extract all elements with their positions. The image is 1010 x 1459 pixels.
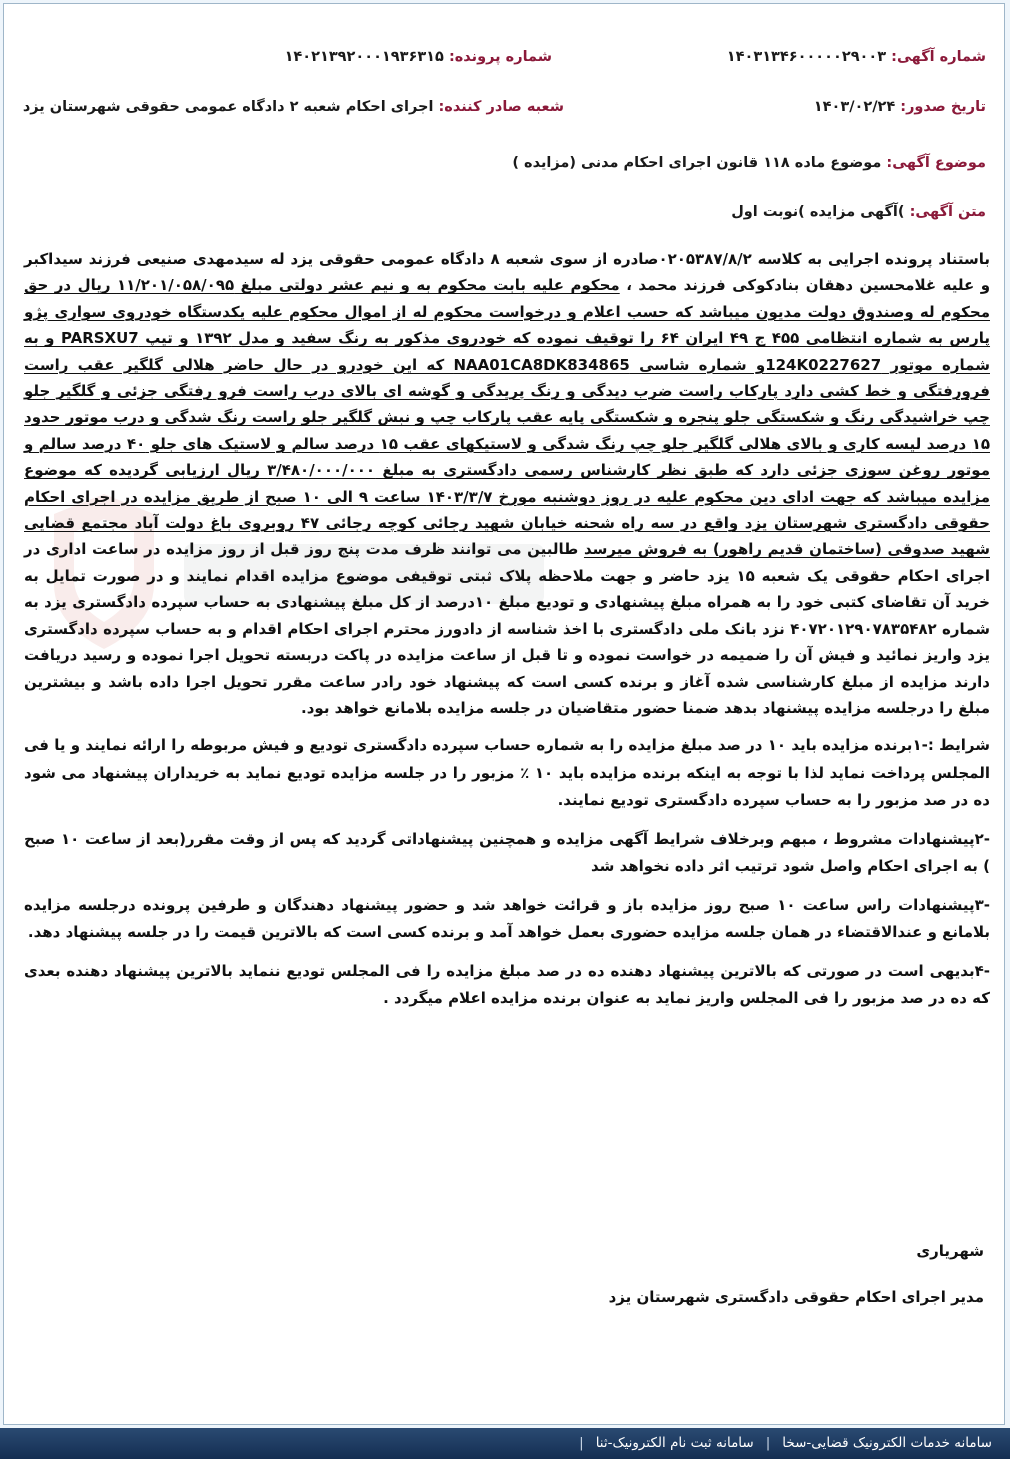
notice-number-value: ۱۴۰۳۱۳۴۶۰۰۰۰۰۲۹۰۰۳ [726,49,887,65]
subject-label: موضوع آگهی: [886,155,986,171]
issue-date [814,99,986,115]
condition-1: شرایط :-۱برنده مزایده باید ۱۰ در صد مبلغ مزایده را به شماره حساب سپرده دادگستری تودیع و فیش مربوطه را ارائه نمایند و یا فی المجلس پرداخت نماید لذا با توجه به اینکه برنده مزایده باید ۱۰ ٪ مزبور را در جلسه مزایده تودیع نماید به خریداران پیشنهاد می شود ده در صد مزبور را به حساب سپرده دادگستری تودیع نمایند. [24,736,990,810]
text-intro: )آگهی مزایده )نوبت اول [731,204,905,220]
subject-value: موضوع ماده ۱۱۸ قانون اجرای احکام مدنی (مزایده ) [512,155,882,171]
text-label: متن آگهی: [909,204,986,220]
condition-2: -۲پیشنهادات مشروط ، مبهم وبرخلاف شرایط آگهی مزایده و همچنین پیشنهاداتی گردید که پس از وقت مقرر(بعد از ساعت ۱۰ صبح ) به اجرای احکام واصل شود ترتیب اثر داده نخواهد شد [24,829,991,876]
issuer-label: شعبه صادر کننده: [438,99,564,115]
issuer [23,99,564,115]
case-number-value: ۱۴۰۲۱۳۹۲۰۰۰۱۹۳۶۳۱۵ [284,49,444,65]
main-paragraph [24,246,990,721]
paragraph-underlined: محکوم علیه بابت محکوم به و نیم عشر دولتی مبلغ ۱۱/۲۰۱/۰۵۸/۰۹۵ ریال در حق محکوم له وصندوق دولت مدیون میباشد که حسب اعلام و درخواست محکوم له از اموال محکوم علیه یکدستگاه خودروی سواری پژو پارس به شماره انتظامی ۴۵۵ ج ۴۹ ایران ۶۴ را توقیف نموده که خودروی مذکور به رنگ سفید و مدل ۱۳۹۲ و تیپ PARSXU7 و به شماره موتور 124K0227627و شماره شاسی NAA01CA8DK834865 که این خودرو در حال حاضر هلالی گلگیر عقب راست فرورفتگی و خط کشی دارد پارکاب راست ضرب دیدگی و رنگ پریدگی و گوشه ای بالای درب راست فرو رفتگی جزئی و گلگیر جلو چپ خراشیدگی رنگ و شکستگی جلو پنجره و شکستگی پایه عقب پارکاب چپ و نبش گلگیر جلو راست رنگ شدگی و درب موتور حدود ۱۵ درصد لیسه کاری و بالای هلالی گلگیر جلو چپ رنگ شدگی و لاستیکهای عقب ۱۵ درصد سالم و لاستیک های جلو ۴۰ درصد سالم و موتور روغن سوزی جزئی دارد که طبق نظر کارشناس رسمی دادگستری به مبلغ ۳/۴۸۰/۰۰۰/۰۰۰ ریال ارزیابی گردیده که موضوع مزایده میباشد که جهت ادای دین محکوم علیه در روز دوشنبه مورخ ۱۴۰۳/۳/۷ ساعت ۹ الی ۱۰ صبح از طریق مزایده در اجرای احکام حقوقی دادگستری شهرستان یزد واقع در سه راه شحنه خیابان شهید رجائی کوچه رجائی ۴۷ روبروی باغ دولت آباد مجتمع قضایی شهید صدوقی (ساختمان قدیم راهور) به فروش میرسد [24,276,991,559]
footer-separator-end: | [579,1435,584,1451]
case-number-label: شماره پرونده: [448,49,552,65]
paragraph-tail: طالبین می توانند ظرف مدت پنج روز قبل از روز مزایده در ساعت اداری در اجرای احکام حقوقی یک شعبه ۱۵ یزد حاضر و جهت ملاحظه پلاک ثبتی توقیفی موضوع مزایده اقدام نمایند و در صورت تمایل به خرید آن تقاضای کتبی خود را به همراه مبلغ پیشنهادی و تودیع مبلغ ۱۰درصد از کل مبلغ پیشنهادی به حساب سپرده دادگستری یزد به شماره ۴۰۷۲۰۱۲۹۰۷۸۳۵۴۸۲ نزد بانک ملی دادگستری با اخذ شناسه از دادورز محترم اجرای احکام اقدام و به حساب سپرده دادگستری یزد واریز نمائید و فیش آن را ضمیمه در خواست نموده و تا قبل از ساعت مزایده در پاکت دربسته تحویل اجرا نموده و رسید دریافت دارند مزایده از مبلغ کارشناسی شده آغاز و برنده کسی است که پیشنهاد خود رادر ساعت مقرر تحویل اجرا داده باشد و بیشترین مبلغ را درجلسه مزایده پیشنهاد بدهد ضمنا حضور متقاضیان در جلسه مزایده بلامانع خواهد بود. [24,540,990,717]
notice-number-label: شماره آگهی: [891,49,986,65]
notice-text-heading [731,204,986,220]
footer-separator: | [765,1435,771,1451]
issue-date-label: تاریخ صدور: [900,99,986,115]
footer-link-sana[interactable]: سامانه ثبت نام الکترونیک-ثنا [595,1435,754,1451]
notice-body [24,246,990,1013]
case-number [285,49,552,65]
condition-4: -۴بدیهی است در صورتی که بالاترین پیشنهاد دهنده ده در صد مبلغ مزایده را فی المجلس تودیع ننماید بالاترین پیشنهاد دهنده بعدی که ده در صد مزبور را فی المجلس واریز نماید به عنوان برنده مزایده اعلام میگردد . [24,961,990,1008]
condition-3: -۳پیشنهادات راس ساعت ۱۰ صبح روز مزایده باز و قرائت خواهد شد و حضور پیشنهاد دهندگان و طرفین پرونده درجلسه مزایده بلامانع و عندالاقتضاء در همان جلسه مزایده حضوری بعمل خواهد آمد و برنده کسی است که بالاترین قیمت را در جلسه پیشنهاد دهد. [24,895,990,942]
issuer-value: اجرای احکام شعبه ۲ دادگاه عمومی حقوقی شهرستان یزد [22,99,434,115]
signer-name: شهریاری [916,1242,984,1260]
issue-date-value: ۱۴۰۳/۰۲/۲۴ [813,99,896,115]
footer-link-sakha[interactable]: سامانه خدمات الکترونیک قضایی-سخا [782,1435,992,1451]
paragraph-intro: باستناد پرونده اجرایی به کلاسه ۰۲۰۵۳۸۷/۸/۲صادره از سوی شعبه ۸ دادگاه عمومی حقوقی یزد له سیدمهدی صنیعی فرزند سیداکبر و علیه غلامحسین دهقان بنادکوکی فرزند محمد ، [24,250,991,295]
notice-number [727,49,986,65]
signer-title: مدیر اجرای احکام حقوقی دادگستری شهرستان یزد [608,1288,984,1306]
subject [512,155,986,171]
notice-frame [3,3,1005,1425]
footer-bar [0,1428,1010,1459]
